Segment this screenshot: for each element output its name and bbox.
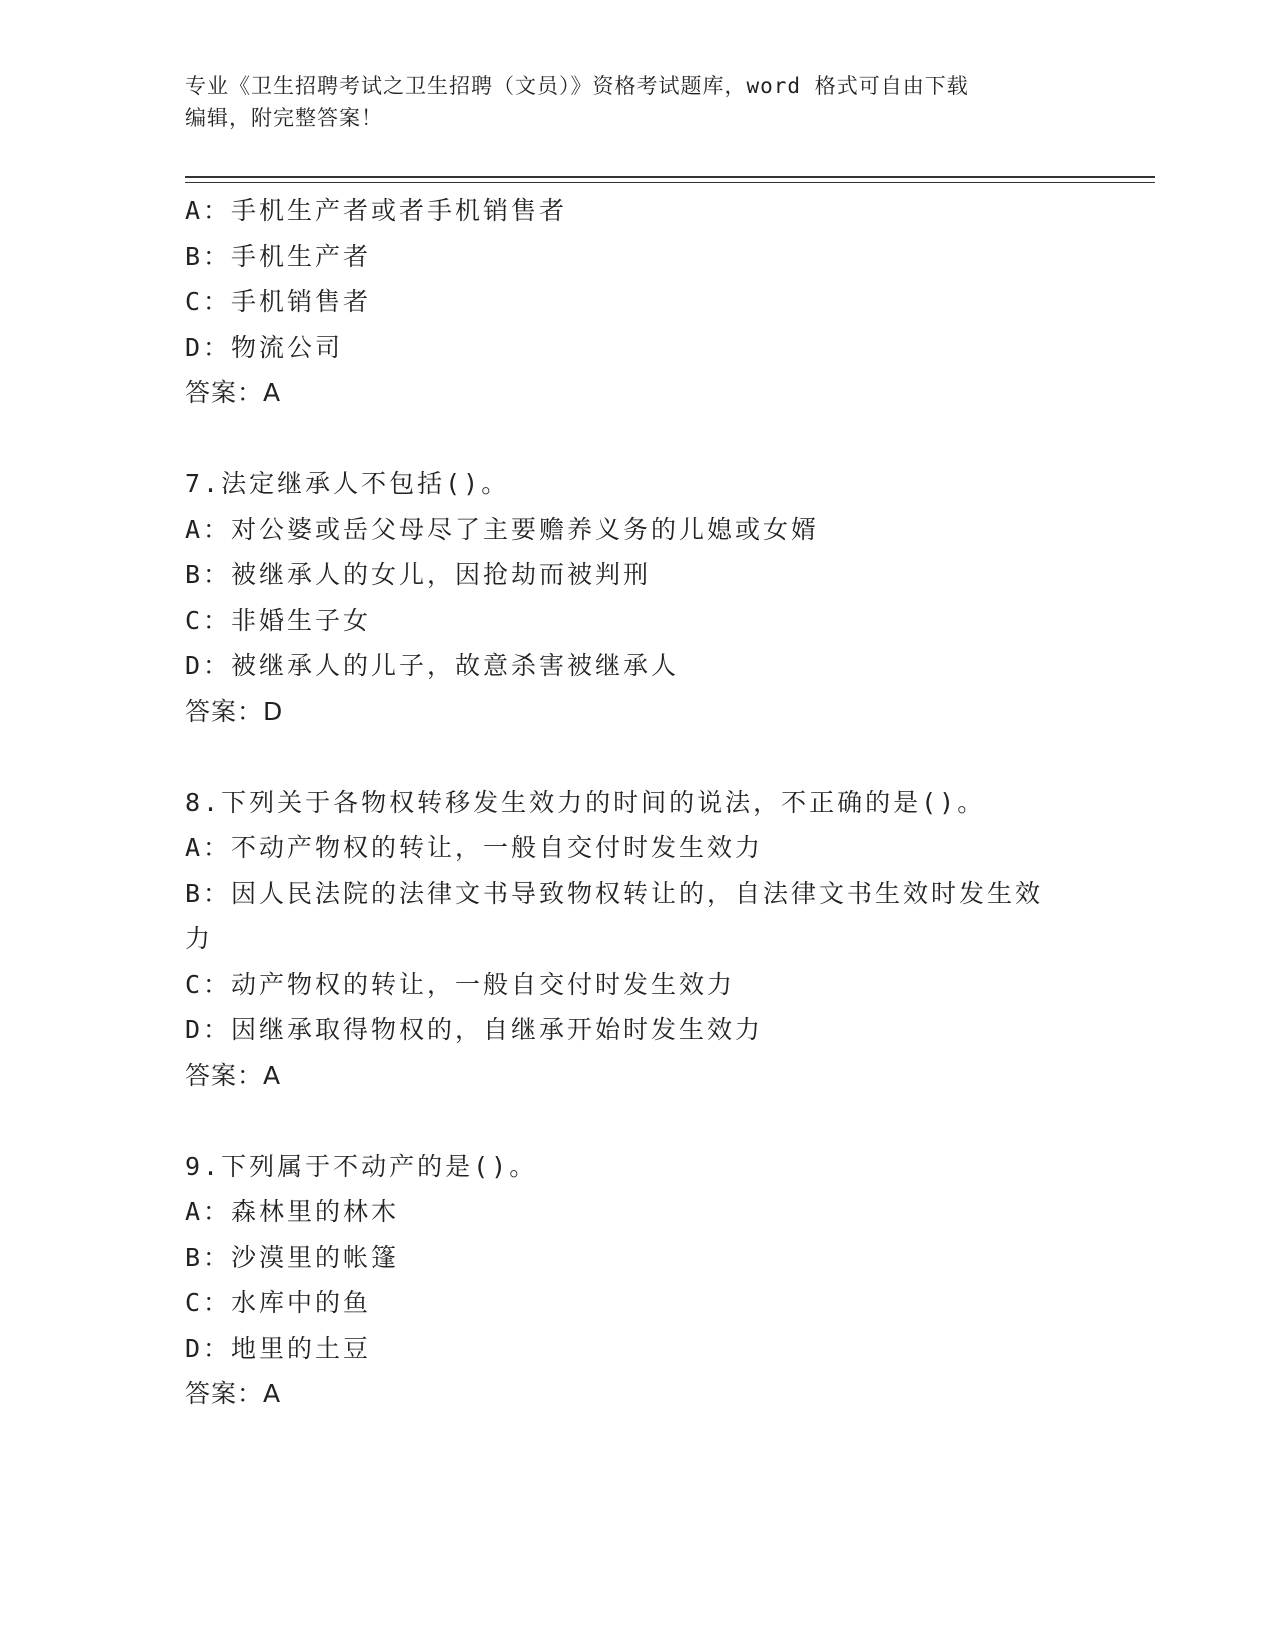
question-7 (185, 461, 1085, 734)
option-b: B：被继承人的女儿，因抢劫而被判刑 (185, 560, 652, 589)
header-line-2: 编辑，附完整答案！ (185, 106, 383, 130)
option-a: A：对公婆或岳父母尽了主要赡养义务的儿媳或女婿 (185, 514, 820, 544)
question-text: 8.下列关于各物权转移发生效力的时间的说法，不正确的是()。 (185, 787, 986, 817)
document-header (185, 70, 1065, 134)
answer: 答案：A (185, 378, 282, 407)
option-b-line-1: B：因人民法院的法律文书导致物权转让的，自法律文书生效时发生效 (185, 878, 1044, 908)
question-text: 7.法定继承人不包括()。 (185, 469, 510, 498)
question-8 (185, 780, 1085, 1099)
option-c: C：手机销售者 (185, 287, 372, 316)
question-6 (185, 188, 1085, 416)
option-a: A：手机生产者或者手机销售者 (185, 196, 568, 225)
option-b-line-2: 力 (185, 924, 214, 953)
question-text: 9.下列属于不动产的是()。 (185, 1151, 538, 1181)
option-d: D：被继承人的儿子，故意杀害被继承人 (185, 651, 680, 680)
option-c: C：动产物权的转让，一般自交付时发生效力 (185, 969, 736, 999)
option-d: D：地里的土豆 (185, 1333, 372, 1363)
option-a: A：森林里的林木 (185, 1197, 400, 1226)
answer: 答案：D (185, 696, 284, 726)
header-line-1: 专业《卫生招聘考试之卫生招聘（文员）》资格考试题库，word 格式可自由下载 (185, 74, 969, 98)
question-list (185, 188, 1085, 1417)
option-b: B：手机生产者 (185, 241, 372, 271)
header-rule-thick (185, 176, 1155, 178)
answer: 答案：A (185, 1060, 282, 1090)
header-rule-thin (185, 182, 1155, 183)
option-c: C：非婚生子女 (185, 605, 372, 635)
option-b: B：沙漠里的帐篷 (185, 1242, 400, 1272)
answer: 答案：A (185, 1379, 282, 1408)
option-d: D：物流公司 (185, 332, 344, 362)
option-a: A：不动产物权的转让，一般自交付时发生效力 (185, 833, 764, 862)
option-c: C：水库中的鱼 (185, 1288, 372, 1317)
question-9 (185, 1144, 1085, 1417)
option-d: D：因继承取得物权的，自继承开始时发生效力 (185, 1015, 764, 1044)
